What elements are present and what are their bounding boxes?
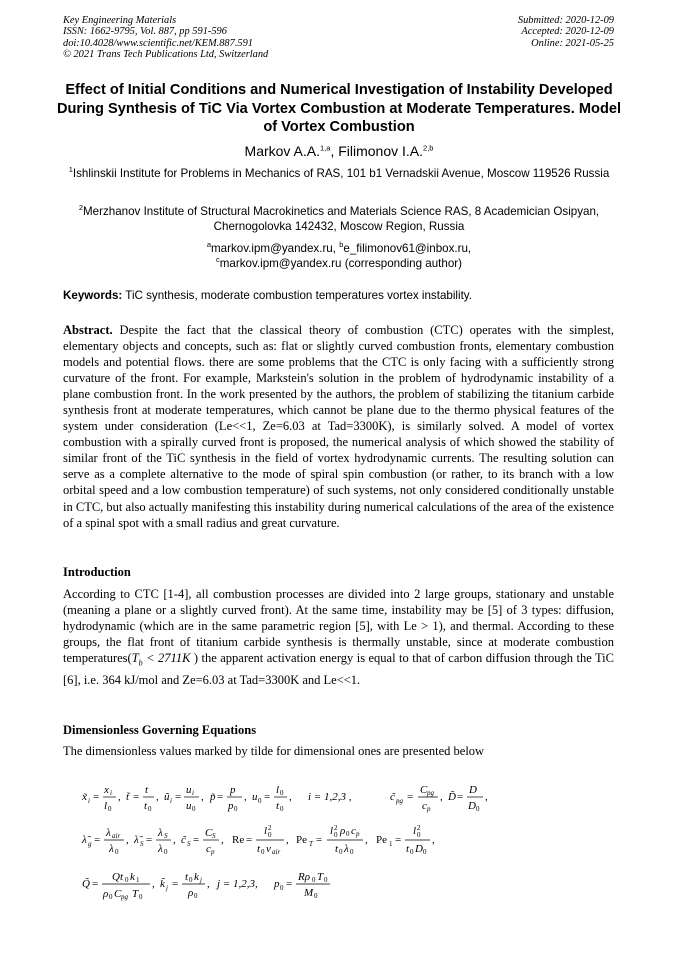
- svg-text:l: l: [413, 825, 417, 837]
- eq3-index-range: j = 1,2,3,: [217, 878, 258, 890]
- doi-line: doi:10.4028/www.scientific.net/KEM.887.591: [63, 37, 253, 49]
- svg-text:S: S: [212, 832, 216, 840]
- svg-text:t̃: t̃: [126, 791, 130, 803]
- svg-text:,: ,: [440, 791, 443, 803]
- affiliation-1-text: Ishlinskii Institute for Problems in Mechanics of RAS, 101 b1 Vernadskii Avenue, Moscow 119526 Russia: [72, 167, 610, 180]
- svg-text:ν: ν: [266, 843, 271, 855]
- paper-title: Effect of Initial Conditions and Numerical Investigation of Instability Developed During Synthesis of TiC Via Vortex Combustion at Moderate Temperatures. Model of Vortex Combustion: [56, 82, 622, 136]
- svg-text:=: =: [133, 791, 140, 803]
- svg-text:k̃: k̃: [160, 878, 165, 890]
- svg-text:0: 0: [189, 876, 193, 884]
- svg-text:i: i: [192, 789, 194, 797]
- svg-text:u: u: [252, 791, 258, 803]
- svg-text:λ̃: λ̃: [82, 834, 87, 846]
- svg-text:t: t: [276, 800, 280, 812]
- svg-text:D: D: [469, 784, 477, 796]
- abstract-text: Despite the fact that the classical theory of combustion (CTC) operates with the simplest, elementary objects and concepts, such as: flat or slightly curved combustion fronts, elementary combustion models and potential flows. there are some problems that the CTC is only facing with a sufficiently strong curvature of the front. For example, Markstein's solution in the problem of hydrodynamic instability of a plane combustion front. In the work presented by the authors, the problem of stabilizing the titanium carbide synthesis front at moderate temperatures, which cannot be plane due to the thermo physical features of the system under consideration (Le<<1, Ze=6.03 at Tad=3300K), is similarly solved. A model of vortex combustion with a spirally curved front is proposed, the numerical analysis of which showed the stability of similar front of the TiC synthesis in the field of vortex hydrodynamic currents. The resulting solution can serve as a complete alternative to the mode of spiral spin combustion (or rather, to its branch with a low orbital speed and a low combustion temperature) of such systems, not only considered conditionally unstable in CTC, but also actually manifesting this instability during numerical calculations of the area of the existence of a spinal spot with a small radius and great curvature.: [63, 323, 614, 530]
- keywords-label: Keywords:: [63, 289, 123, 302]
- svg-text:t: t: [335, 843, 339, 855]
- svg-text:,: ,: [289, 791, 292, 803]
- svg-text:t: t: [185, 871, 189, 883]
- email-a[interactable]: markov.ipm@yandex.ru,: [211, 242, 340, 255]
- svg-text:Pe: Pe: [296, 834, 307, 846]
- svg-text:0: 0: [125, 876, 129, 884]
- svg-text:i: i: [88, 797, 90, 805]
- svg-text:T: T: [132, 888, 139, 900]
- svg-text:air: air: [112, 832, 121, 840]
- svg-text:Q̃: Q̃: [82, 878, 90, 890]
- svg-text:0: 0: [280, 805, 284, 813]
- copyright-line: © 2021 Trans Tech Publications Ltd, Switzerland: [63, 49, 269, 61]
- email-a-marker: a: [206, 240, 212, 250]
- svg-text:0: 0: [350, 848, 354, 856]
- svg-text:t: t: [145, 784, 149, 796]
- svg-text:,: ,: [201, 791, 204, 803]
- intro-text-before: According to CTC [1-4], all combustion processes are divided into 2 large groups, stationary and unstable (meaning a plane or a slightly curved front). At the same time, instability may be [5] of 3 types: diffusion, hydrodynamic (which are in the same parametric region [5], with Le > 1), and thermal. According to these groups, the flat front of titanium carbide synthesis is thermally unstable, since at moderate combustion temperatures(: [63, 587, 614, 666]
- svg-text:0: 0: [109, 893, 113, 901]
- svg-text:D: D: [468, 800, 476, 812]
- equation-row-2: [80, 821, 620, 861]
- svg-text:,: ,: [156, 791, 159, 803]
- svg-text:2: 2: [268, 824, 272, 832]
- svg-text:0: 0: [115, 848, 119, 856]
- svg-text:0: 0: [324, 876, 328, 884]
- svg-text:,: ,: [173, 834, 176, 846]
- affiliation-1: [60, 166, 618, 181]
- svg-text:0: 0: [312, 876, 316, 884]
- svg-text:T: T: [317, 871, 324, 883]
- svg-text:0: 0: [194, 892, 198, 900]
- svg-text:l: l: [264, 825, 268, 837]
- svg-text:0: 0: [108, 805, 112, 813]
- author-emails: [60, 241, 618, 272]
- svg-text:i: i: [110, 789, 112, 797]
- svg-text:0: 0: [280, 789, 284, 797]
- svg-text:λ: λ: [158, 843, 163, 855]
- author-list: [0, 142, 678, 160]
- svg-text:p: p: [228, 800, 234, 812]
- email-b-marker: b: [339, 240, 344, 250]
- svg-text:0: 0: [261, 848, 265, 856]
- intro-formula-symbol: T: [131, 651, 139, 666]
- svg-text:C: C: [114, 888, 122, 900]
- svg-text:=: =: [217, 791, 224, 803]
- svg-text:c̃: c̃: [390, 791, 395, 803]
- svg-text:,: ,: [207, 878, 210, 890]
- svg-text:ρ: ρ: [340, 825, 346, 837]
- svg-text:0: 0: [268, 831, 272, 839]
- svg-text:S: S: [187, 840, 191, 848]
- svg-text:l: l: [104, 800, 108, 812]
- svg-text:1: 1: [389, 840, 393, 848]
- dimensionless-heading: Dimensionless Governing Equations: [63, 723, 257, 737]
- svg-text:Pe: Pe: [376, 834, 387, 846]
- svg-text:0: 0: [234, 805, 238, 813]
- svg-text:=: =: [94, 834, 101, 846]
- svg-text:0: 0: [334, 831, 338, 839]
- intro-formula-sub: b: [138, 658, 143, 668]
- svg-text:2: 2: [334, 824, 338, 832]
- svg-text:2: 2: [417, 824, 421, 832]
- dimensionless-text: The dimensionless values marked by tilde for dimensional ones are presented below: [63, 744, 485, 758]
- author-1: Markov A.A.: [244, 143, 320, 159]
- svg-text:Qt: Qt: [112, 871, 123, 883]
- svg-text:0: 0: [410, 848, 414, 856]
- svg-text:0: 0: [339, 848, 343, 856]
- email-c[interactable]: markov.ipm@yandex.ru (corresponding author): [219, 257, 462, 271]
- author-1-affil: 1,a: [320, 143, 331, 153]
- svg-text:=: =: [264, 791, 271, 803]
- journal-info: [63, 15, 268, 61]
- abstract-label: Abstract.: [63, 323, 113, 337]
- svg-text:λ̃: λ̃: [134, 834, 139, 846]
- equation-row-3: [80, 865, 620, 905]
- svg-text:l: l: [330, 825, 334, 837]
- svg-text:pg: pg: [121, 893, 128, 901]
- svg-text:ρ: ρ: [188, 887, 194, 899]
- abstract: [63, 322, 614, 531]
- svg-text:S: S: [140, 840, 144, 848]
- svg-text:λ: λ: [158, 827, 163, 839]
- svg-text:=: =: [246, 834, 253, 846]
- svg-text:λ: λ: [109, 843, 114, 855]
- svg-text:,: ,: [118, 791, 121, 803]
- svg-text:x: x: [104, 784, 109, 796]
- svg-text:pg: pg: [396, 797, 403, 805]
- svg-text:,: ,: [432, 834, 435, 846]
- svg-text:,: ,: [485, 791, 488, 803]
- svg-text:t: t: [406, 843, 410, 855]
- svg-text:M: M: [304, 887, 314, 899]
- svg-text:p: p: [274, 878, 280, 890]
- svg-text:j: j: [200, 876, 202, 884]
- affiliation-2: [60, 204, 618, 235]
- keywords: [63, 289, 472, 302]
- svg-text:c: c: [206, 843, 211, 855]
- svg-text:=: =: [407, 791, 414, 803]
- svg-text:λ: λ: [106, 827, 111, 839]
- svg-text:Re: Re: [232, 834, 245, 846]
- svg-text:=: =: [316, 834, 323, 846]
- submission-dates: [518, 15, 614, 49]
- svg-text:0: 0: [164, 848, 168, 856]
- svg-text:p: p: [427, 805, 431, 813]
- svg-text:=: =: [92, 878, 99, 890]
- svg-text:0: 0: [280, 884, 284, 892]
- svg-text:,: ,: [286, 834, 289, 846]
- svg-text:D̃: D̃: [448, 791, 456, 803]
- submitted-date: Submitted: 2020-12-09: [517, 15, 614, 26]
- svg-text:0: 0: [314, 892, 318, 900]
- svg-text:0: 0: [258, 797, 262, 805]
- keywords-text: TiC synthesis, moderate combustion temperatures vortex instability.: [122, 289, 472, 302]
- svg-text:λ: λ: [344, 843, 349, 855]
- svg-text:p̃: p̃: [210, 791, 216, 803]
- svg-text:=: =: [93, 791, 100, 803]
- svg-text:=: =: [286, 878, 293, 890]
- svg-text:0: 0: [423, 848, 427, 856]
- svg-text:g: g: [88, 840, 92, 848]
- svg-text:Rρ: Rρ: [298, 871, 310, 883]
- eq1-index-range: i = 1,2,3 ,: [308, 791, 352, 803]
- affiliation-2-marker: 2: [78, 203, 83, 213]
- online-date: Online: 2021-05-25: [531, 37, 614, 49]
- svg-text:ρ: ρ: [103, 888, 109, 900]
- affiliation-2-text: Merzhanov Institute of Structural Macrokinetics and Materials Science RAS, 8 Academician Osipyan, Chernogolovka 142432, Moscow Region, Russia: [83, 205, 600, 234]
- author-2: Filimonov I.A.: [338, 143, 424, 159]
- svg-text:air: air: [272, 848, 281, 856]
- issn-line: ISSN: 1662-9795, Vol. 887, pp 591-596: [63, 26, 227, 38]
- svg-text:l: l: [276, 784, 280, 796]
- svg-text:0: 0: [139, 893, 143, 901]
- svg-text:,: ,: [221, 834, 224, 846]
- svg-text:i: i: [170, 797, 172, 805]
- intro-formula: [131, 651, 191, 668]
- svg-text:u: u: [186, 800, 192, 812]
- svg-text:p: p: [356, 830, 360, 838]
- svg-text:0: 0: [417, 831, 421, 839]
- svg-text:c: c: [422, 800, 427, 812]
- svg-text:=: =: [395, 834, 402, 846]
- svg-text:p: p: [211, 848, 215, 856]
- introduction-text: [63, 586, 614, 688]
- svg-text:p: p: [230, 784, 236, 796]
- svg-text:t: t: [257, 843, 261, 855]
- svg-text:T: T: [309, 840, 313, 848]
- svg-text:x̃: x̃: [82, 791, 87, 803]
- intro-text-after: ) the apparent activation energy is equal to that of carbon diffusion through the TiC [6], i.e. 364 kJ/mol and Ze=6.03 at Tad=3300K and Le<<1.: [63, 651, 614, 687]
- svg-text:k: k: [130, 871, 135, 883]
- svg-text:=: =: [175, 791, 182, 803]
- svg-text:=: =: [457, 791, 464, 803]
- svg-text:j: j: [166, 884, 168, 892]
- svg-text:0: 0: [476, 805, 480, 813]
- svg-text:t: t: [144, 800, 148, 812]
- svg-text:pg: pg: [427, 789, 434, 797]
- svg-text:0: 0: [148, 805, 152, 813]
- accepted-date: Accepted: 2020-12-09: [521, 26, 614, 38]
- author-2-affil: 2,b: [423, 143, 434, 153]
- svg-text:D: D: [415, 843, 423, 855]
- email-c-marker: c: [216, 255, 220, 265]
- svg-text:0: 0: [346, 830, 350, 838]
- svg-text:=: =: [172, 878, 179, 890]
- svg-text:ũ: ũ: [164, 791, 170, 803]
- svg-text:,: ,: [365, 834, 368, 846]
- svg-text:=: =: [146, 834, 153, 846]
- svg-text:c̃: c̃: [181, 834, 186, 846]
- author-separator: ,: [330, 143, 339, 159]
- intro-formula-rest: < 2711K: [142, 651, 191, 666]
- svg-text:c: c: [351, 825, 356, 837]
- svg-text:=: =: [193, 834, 200, 846]
- email-b[interactable]: e_filimonov61@inbox.ru,: [343, 242, 472, 255]
- svg-text:S: S: [164, 832, 168, 840]
- svg-text:0: 0: [192, 805, 196, 813]
- svg-text:k: k: [194, 871, 199, 883]
- svg-text:,: ,: [126, 834, 129, 846]
- svg-text:C: C: [420, 784, 428, 796]
- svg-text:C: C: [205, 827, 213, 839]
- svg-text:,: ,: [244, 791, 247, 803]
- svg-text:u: u: [186, 784, 192, 796]
- affiliation-1-marker: 1: [68, 165, 73, 175]
- svg-text:1: 1: [136, 876, 140, 884]
- svg-text:,: ,: [152, 878, 155, 890]
- introduction-heading: Introduction: [63, 565, 131, 579]
- equation-row-1: [80, 776, 620, 816]
- journal-name: Key Engineering Materials: [63, 15, 177, 26]
